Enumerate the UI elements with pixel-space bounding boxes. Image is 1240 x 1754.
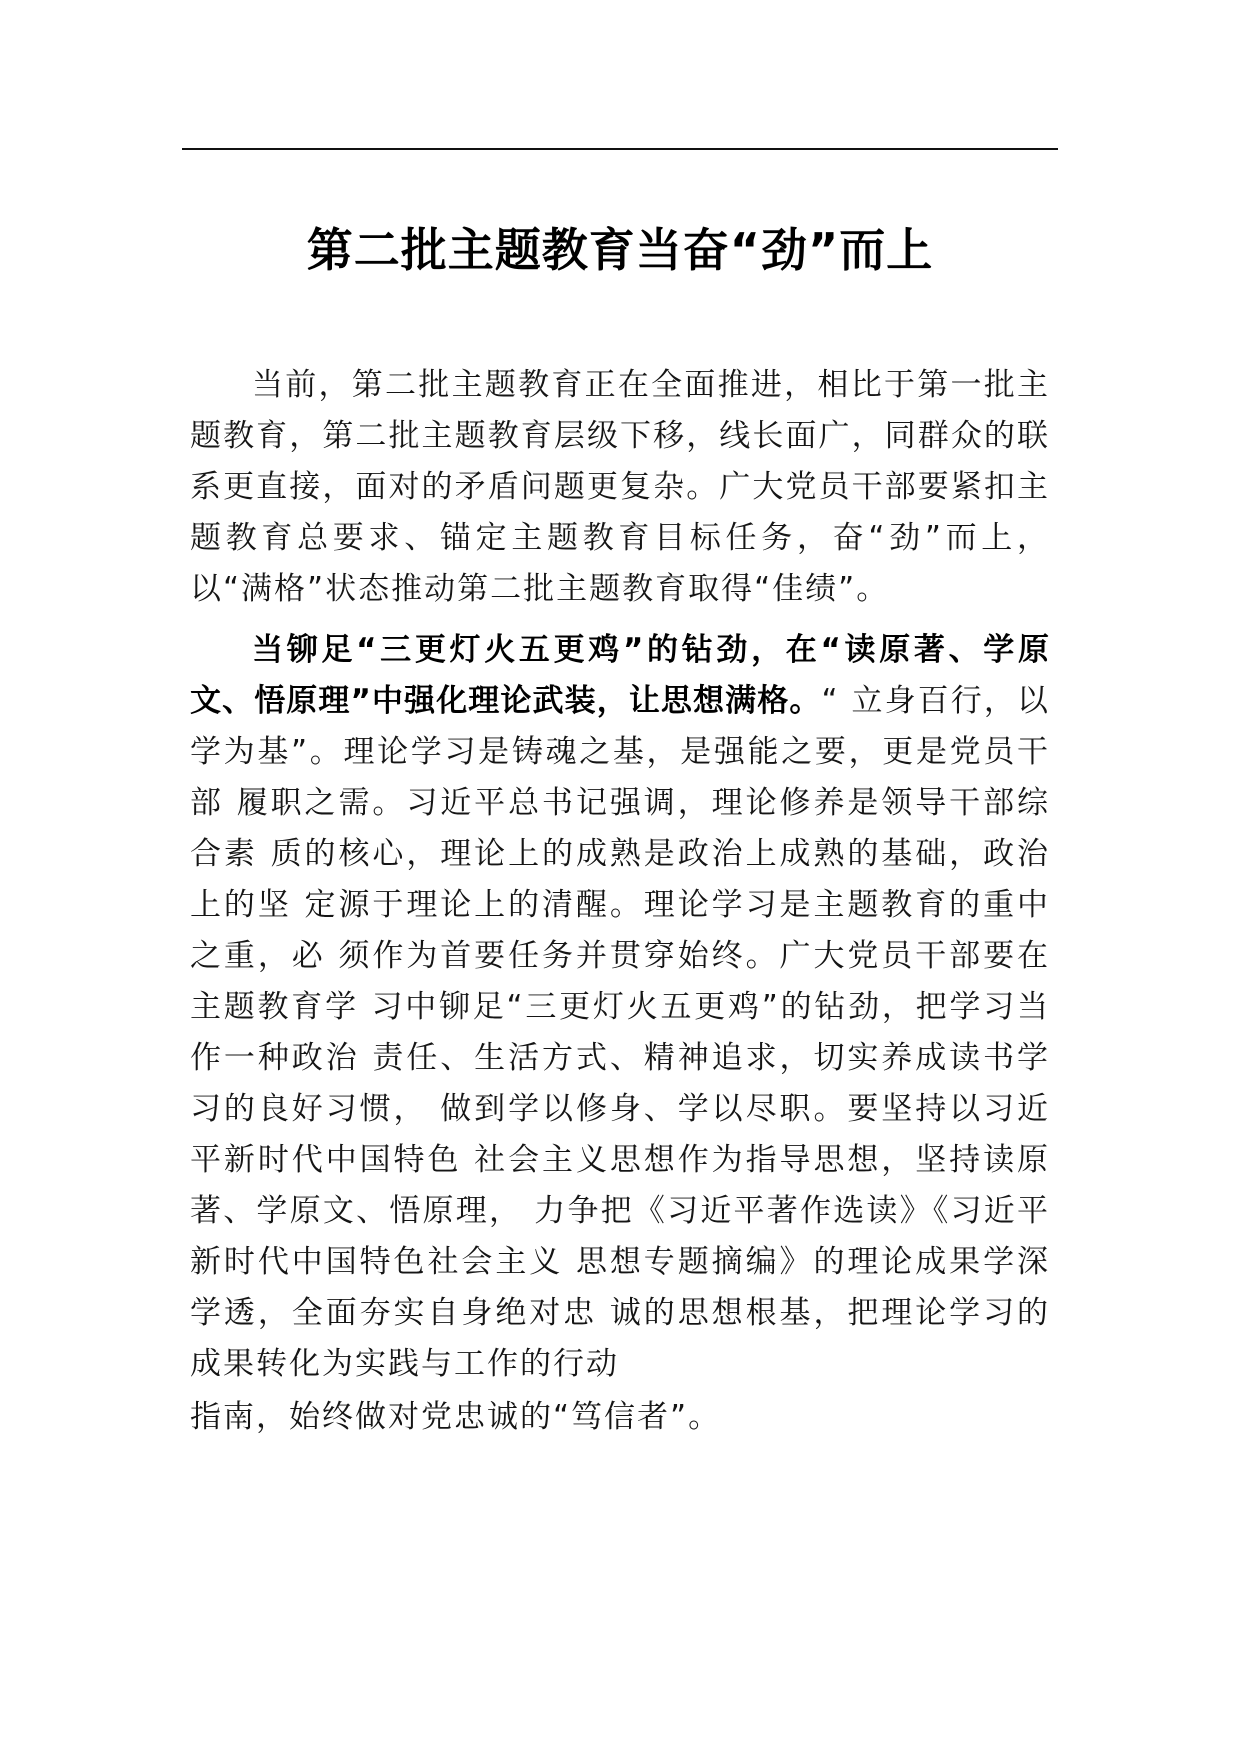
paragraph-body-text: “ 立身百行，以 学为基”。理论学习是铸魂之基，是强能之要，更是党员干部 履职之需。习近平总书记强调，理论修养是领导干部综合素 质的核心，理论上的成熟是政治上成熟的基础，政治上的坚 定源于理论上的清醒。理论学习是主题教育的重中之重，必 须作为首要任务并贯穿始终。广大党员干部要在主题教育学 习中铆足“三更灯火五更鸡”的钻劲，把学习当作一种政治 责任、生活方式、精神追求，切实养成读书学习的良好习惯， 做到学以修身、学以尽职。要坚持以习近平新时代中国特色 社会主义思想作为指导思想，坚持读原著、学原文、悟原理， 力争把《习近平著作选读》《习近平新时代中国特色社会主义 思想专题摘编》的理论成果学深学透，全面夯实自身绝对忠 诚的思想根基，把理论学习的成果转化为实践与工作的行动 bbox=[190, 683, 1050, 1382]
paragraph-closing-line: 指南，始终做对党忠诚的“笃信者”。 bbox=[190, 1399, 722, 1435]
paragraph-theory-study bbox=[190, 625, 1050, 1390]
paragraph-lead-sentence: 当铆足“三更灯火五更鸡”的钻劲，在“读原著、学原文、悟原理”中强化理论武装，让思想满格。 bbox=[190, 632, 1050, 719]
header-rule bbox=[182, 148, 1058, 150]
document-body bbox=[190, 360, 1050, 1443]
paragraph-intro: 当前，第二批主题教育正在全面推进，相比于第一批主题教育，第二批主题教育层级下移，线长面广，同群众的联系更直接，面对的矛盾问题更复杂。广大党员干部要紧扣主题教育总要求、锚定主题教育目标任务，奋“劲”而上，以“满格”状态推动第二批主题教育取得“佳绩”。 bbox=[190, 367, 1050, 607]
document-title: 第二批主题教育当奋“劲”而上 bbox=[306, 223, 934, 277]
